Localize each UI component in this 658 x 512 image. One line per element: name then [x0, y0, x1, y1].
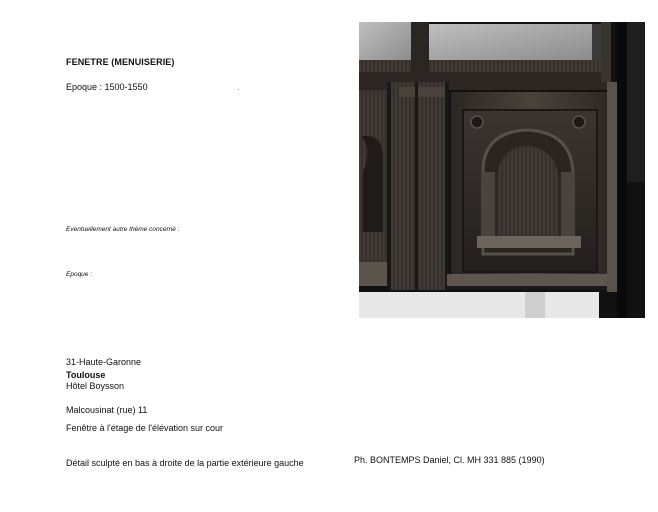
board-joint-middle — [415, 82, 418, 290]
department: 31-Haute-Garonne — [66, 357, 142, 367]
right-stile — [607, 82, 617, 292]
shutter-hinge-strap — [399, 87, 449, 97]
glass-mullion — [592, 24, 601, 60]
right-rosette — [573, 116, 585, 128]
left-pilaster — [481, 172, 495, 242]
photo-credit: Ph. BONTEMPS Daniel, Cl. MH 331 885 (1990) — [354, 455, 545, 465]
arch-inner-panel — [497, 146, 559, 244]
speck-mark — [238, 89, 239, 90]
other-theme-label: Eventuellement autre thème concerné : — [66, 226, 180, 233]
detail-caption: Détail sculpté en bas à droite de la partie extérieure gauche — [66, 458, 304, 468]
bottom-strip-shade — [525, 292, 545, 318]
window-photo-drawing — [359, 22, 645, 318]
frame-right-post — [601, 22, 611, 82]
left-glass-pane — [359, 22, 411, 64]
second-epoque-label: Epoque : — [66, 271, 93, 278]
right-gap — [617, 22, 627, 318]
bottom-light-strip — [359, 292, 599, 318]
window-photo — [359, 22, 645, 318]
right-pilaster — [561, 172, 575, 242]
building-name: Hôtel Boysson — [66, 381, 125, 391]
lower-rail-shadow — [447, 286, 617, 290]
board-joint-left — [387, 82, 391, 290]
upper-glass-pane — [429, 24, 601, 60]
street-address: Malcousinat (rue) 11 — [66, 405, 148, 415]
board-joint-right — [445, 82, 449, 290]
frame-post — [411, 22, 429, 74]
window-rail-top — [359, 60, 609, 74]
element-location: Fenêtre à l'étage de l'élévation sur cour — [66, 423, 224, 433]
record-title: FENETRE (MENUISERIE) — [66, 57, 175, 67]
epoque-line: Epoque : 1500-1550 — [66, 82, 148, 92]
lower-rail — [447, 274, 617, 288]
city: Toulouse — [66, 370, 106, 380]
niche-sill — [477, 236, 581, 248]
right-wall — [627, 22, 645, 182]
left-rosette — [471, 116, 483, 128]
